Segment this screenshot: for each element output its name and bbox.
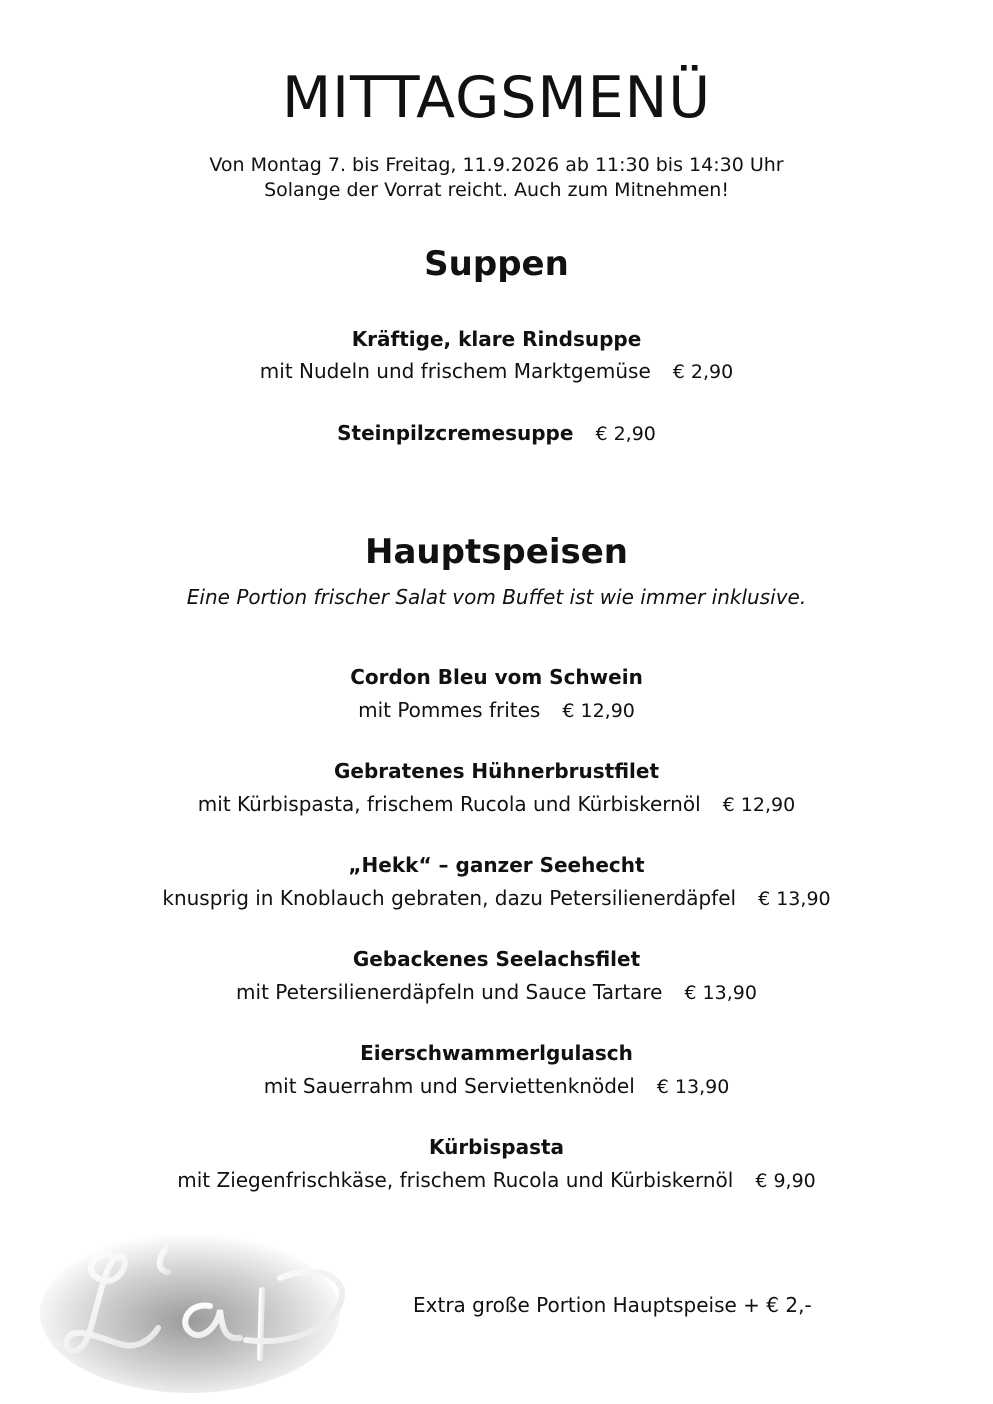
main-3-price: € 13,90 [758, 888, 831, 910]
main-6-line [0, 1167, 993, 1194]
salad-note: Eine Portion frischer Salat vom Buffet ist wie immer inklusive. [186, 585, 807, 609]
mains-heading: Hauptspeisen [365, 532, 628, 572]
main-2-description: mit Kürbispasta, frischem Rucola und Kürbiskernöl [197, 792, 701, 816]
date-line: Von Montag 7. bis Freitag, 11.9.2026 ab 11:30 bis 14:30 Uhr [209, 154, 784, 176]
main-6-name: Kürbispasta [428, 1135, 565, 1159]
extra-portion-note: Extra große Portion Hauptspeise + € 2,- [413, 1293, 812, 1317]
soup-1-price: € 2,90 [672, 361, 734, 383]
main-1-price: € 12,90 [562, 700, 635, 722]
soup-1-line [0, 358, 993, 385]
main-4-price: € 13,90 [684, 982, 757, 1004]
main-5-line [0, 1073, 993, 1100]
soup-1-name: Kräftige, klare Rindsuppe [351, 327, 642, 351]
main-1-description: mit Pommes frites [358, 698, 541, 722]
soup-1-description: mit Nudeln und frischem Marktgemüse [259, 359, 651, 383]
logo-text: La [40, 1218, 42, 1219]
main-5-name: Eierschwammerlgulasch [360, 1041, 633, 1065]
main-2-line [0, 791, 993, 818]
main-3-description: knusprig in Knoblauch gebraten, dazu Petersilienerdäpfel [162, 886, 737, 910]
restaurant-logo [40, 1218, 370, 1393]
main-3-name: „Hekk“ – ganzer Seehecht [348, 853, 645, 877]
notice-line: Solange der Vorrat reicht. Auch zum Mitnehmen! [264, 179, 729, 201]
soup-2-name: Steinpilzcremesuppe [337, 421, 574, 445]
main-5-description: mit Sauerrahm und Serviettenknödel [263, 1074, 635, 1098]
soup-2-price: € 2,90 [595, 423, 656, 445]
main-2-name: Gebratenes Hühnerbrustfilet [333, 759, 660, 783]
main-2-price: € 12,90 [722, 794, 796, 816]
main-4-description: mit Petersilienerdäpfeln und Sauce Tartare [236, 980, 663, 1004]
page-title: MITTAGSMENÜ [281, 65, 712, 131]
soup-2-line [0, 420, 993, 447]
main-6-description: mit Ziegenfrischkäse, frischem Rucola und Kürbiskernöl [177, 1168, 734, 1192]
main-6-price: € 9,90 [755, 1170, 816, 1192]
main-4-name: Gebackenes Seelachsfilet [352, 947, 641, 971]
main-5-price: € 13,90 [656, 1076, 730, 1098]
soups-heading: Suppen [424, 244, 569, 284]
main-1-name: Cordon Bleu vom Schwein [350, 665, 643, 689]
main-4-line [0, 979, 993, 1006]
main-3-line [0, 885, 993, 912]
main-1-line [0, 697, 993, 724]
